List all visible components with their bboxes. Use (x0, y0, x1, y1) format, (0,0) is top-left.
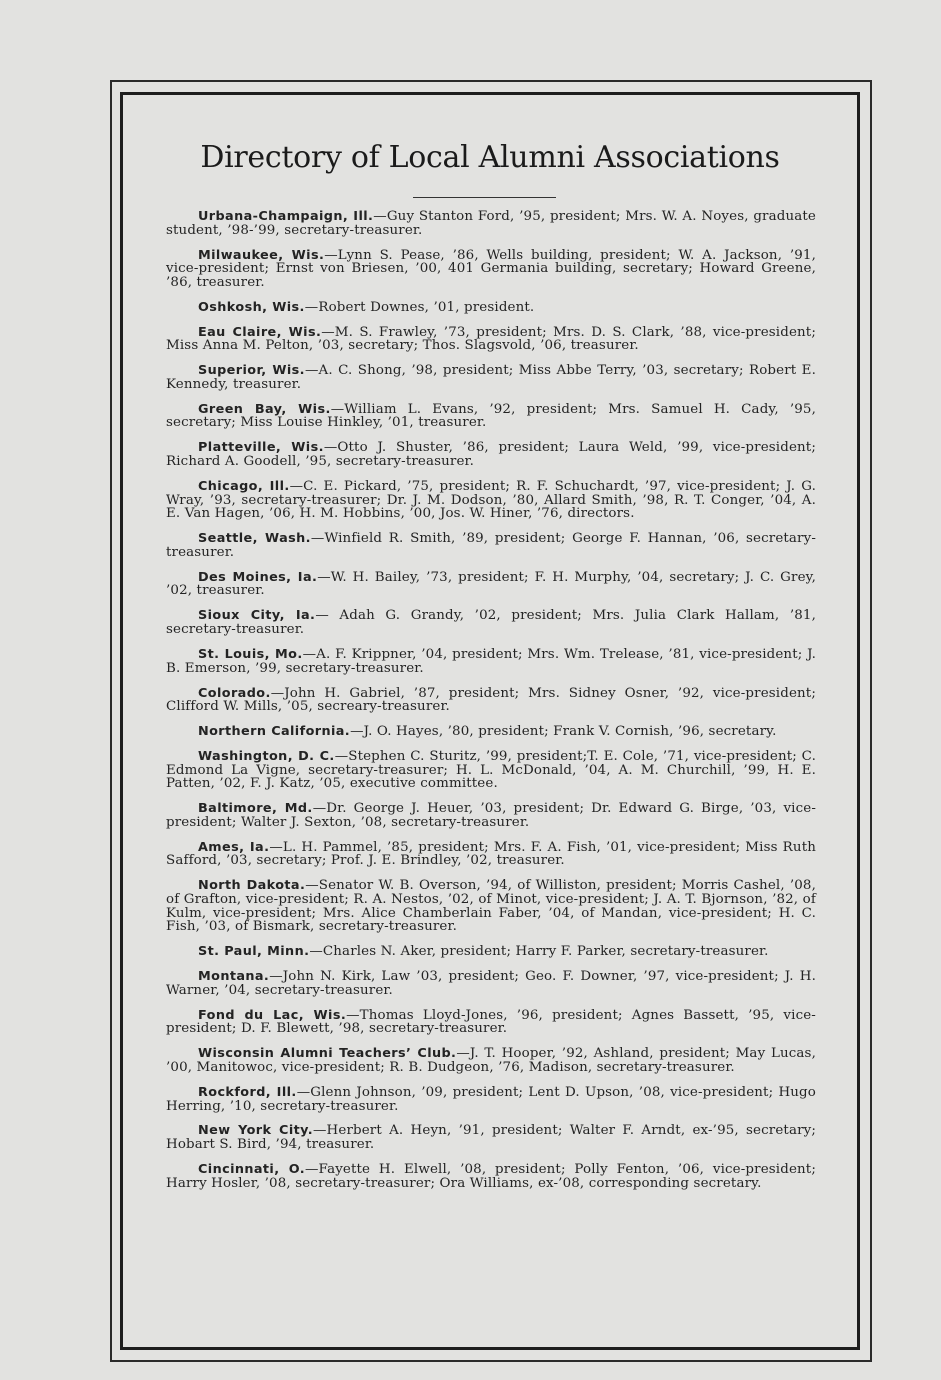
association-officers: —L. H. Pammel, ’85, president; Mrs. F. A. Fish, ’01, vice-president; Miss Ruth Safford, ’03, secretary; Prof. J. E. Brindley, ’02, treasurer. (166, 839, 816, 869)
association-location: Superior, Wis. (198, 363, 305, 379)
title-divider (413, 197, 556, 198)
association-officers: —John H. Gabriel, ’87, president; Mrs. Sidney Osner, ’92, vice-president; Clifford W. Mills, ’05, secreary-treasurer. (166, 685, 816, 715)
association-location: Green Bay, Wis. (198, 401, 331, 417)
association-location: Montana. (198, 969, 270, 985)
page-title: Directory of Local Alumni Associations (200, 140, 780, 175)
directory-list (166, 210, 816, 1202)
association-officers: —Lynn S. Pease, ’86, Wells building, president; W. A. Jackson, ’91, vice-president; Ernst von Briesen, ’00, 401 Germania building, secretary; Howard Greene, ’86, treasurer. (166, 247, 816, 290)
association-location: Urbana-Champaign, Ill. (198, 209, 374, 224)
association-officers: —Charles N. Aker, president; Harry F. Parker, secretary-treasurer. (309, 944, 769, 960)
association-officers: —Glenn Johnson, ’09, president; Lent D. Upson, ’08, vice-president; Hugo Herring, ’10, secretary-treasurer. (166, 1084, 816, 1114)
association-location: Colorado. (198, 685, 271, 701)
directory-entry (166, 1086, 816, 1113)
association-officers: —Herbert A. Heyn, ’91, president; Walter F. Arndt, ex-’95, secretary; Hobart S. Bird, ’94, treasurer. (166, 1123, 817, 1153)
association-officers: —C. E. Pickard, ’75, president; R. F. Schuchardt, ’97, vice-president; J. G. Wray, ’93, secretary-treasurer; Dr. J. M. Dodson, ’80, Allard Smith, ’98, R. T. Conger, ’04, A. E. Van Hagen, ’06, H. M. Hobbins, ’00, Jos. W. Hiner, ’76, directors. (166, 479, 816, 522)
association-officers: —Stephen C. Sturitz, ’99, president;T. E. Cole, ’71, vice-president; C. Edmond La Vigne, secretary-treasurer; H. L. McDonald, ’04, A. M. Churchill, ’99, H. E. Patten, ’02, F. J. Katz, ’05, executive committee. (166, 749, 816, 792)
association-location: Ames, Ia. (198, 839, 270, 855)
directory-entry (166, 725, 816, 739)
association-location: North Dakota. (198, 878, 306, 894)
association-location: Cincinnati, O. (198, 1162, 305, 1178)
association-officers: —Dr. George J. Heuer, ’03, president; Dr. Edward G. Birge, ’03, vice-president; Walter J. Sexton, ’08, secretary-treasurer. (166, 801, 816, 830)
directory-entry (166, 687, 816, 714)
directory-entry (166, 945, 816, 959)
directory-entry (166, 301, 816, 315)
directory-entry (166, 970, 816, 997)
directory-entry (166, 648, 816, 675)
directory-entry (166, 1163, 816, 1190)
association-officers: —Robert Downes, ’01, president. (304, 299, 535, 315)
directory-entry (166, 1124, 816, 1151)
association-location: St. Paul, Minn. (198, 944, 310, 960)
directory-entry (166, 1047, 816, 1074)
association-officers: —William L. Evans, ’92, president; Mrs. Samuel H. Cady, ’95, secretary; Miss Louise Hinkley, ’01, treasurer. (166, 401, 816, 431)
association-officers: —A. C. Shong, ’98, president; Miss Abbe Terry, ’03, secretary; Robert E. Kennedy, treasurer. (166, 363, 817, 392)
association-location: Wisconsin Alumni Teachers’ Club. (198, 1046, 457, 1062)
association-location: Sioux City, Ia. (198, 608, 316, 624)
association-officers: —A. F. Krippner, ’04, president; Mrs. Wm. Trelease, ’81, vice-president; J. B. Emerson, ’99, secretary-treasurer. (166, 646, 816, 676)
directory-entry (166, 403, 816, 430)
association-location: Des Moines, Ia. (198, 569, 318, 585)
directory-entry (166, 841, 816, 868)
association-location: Oshkosh, Wis. (198, 299, 305, 315)
directory-entry (166, 750, 816, 791)
directory-entry (166, 532, 816, 559)
association-location: Chicago, Ill. (198, 479, 290, 495)
association-location: New York City. (198, 1123, 313, 1139)
association-officers: —Senator W. B. Overson, ’94, of Williston, president; Morris Cashel, ’08, of Grafton, vice-president; R. A. Nestos, ’02, of Minot, vice-president; J. A. T. Bjornson, ’82, of Kulm, vice-president; Mrs. Alice Chamberlain Faber, ’04, of Mandan, vice-president; H. C. Fish, ’03, of Bismark, secretary-treasurer. (166, 878, 816, 935)
association-location: Seattle, Wash. (198, 531, 311, 547)
association-location: Milwaukee, Wis. (198, 247, 325, 263)
association-location: Northern California. (198, 724, 351, 740)
association-officers: —Guy Stanton Ford, ’95, president; Mrs. W. A. Noyes, graduate student, ’98-’99, secretary-treasurer. (166, 209, 816, 238)
association-officers: —Fayette H. Elwell, ’08, president; Polly Fenton, ’06, vice-president; Harry Hosler, ’08, secretary-treasurer; Ora Williams, ex-’08, corresponding secretary. (166, 1162, 816, 1191)
association-location: Platteville, Wis. (198, 440, 324, 456)
association-officers: —Thomas Lloyd-Jones, ’96, president; Agnes Bassett, ’95, vice-president; D. F. Blewett, ’98, secretary-treasurer. (166, 1007, 816, 1037)
association-officers: —John N. Kirk, Law ’03, president; Geo. F. Downer, ’97, vice-president; J. H. Warner, ’04, secretary-treasurer. (166, 969, 816, 998)
association-location: Washington, D. C. (198, 749, 335, 765)
association-officers: —Winfield R. Smith, ’89, president; George F. Hannan, ’06, secretary-treasurer. (166, 531, 816, 560)
directory-entry (166, 1009, 816, 1036)
association-location: Eau Claire, Wis. (198, 324, 322, 340)
directory-entry (166, 571, 816, 598)
directory-entry (166, 879, 816, 933)
association-officers: —J. T. Hooper, ’92, Ashland, president; May Lucas, ’00, Manitowoc, vice-president; R. B. Dudgeon, ’76, Madison, secretary-treasurer. (166, 1046, 816, 1075)
directory-entry (166, 802, 816, 829)
association-location: Rockford, Ill. (198, 1084, 297, 1100)
directory-entry (166, 441, 816, 468)
association-officers: —M. S. Frawley, ’73, president; Mrs. D. S. Clark, ’88, vice-president; Miss Anna M. Pelton, ’03, secretary; Thos. Slagsvold, ’06, treasurer. (166, 324, 816, 354)
directory-entry (166, 249, 816, 290)
association-officers: — Adah G. Grandy, ’02, president; Mrs. Julia Clark Hallam, ’81, secretary-treasurer. (166, 608, 816, 637)
association-officers: —J. O. Hayes, ’80, president; Frank V. Cornish, ’96, secretary. (350, 724, 777, 740)
directory-entry (166, 480, 816, 521)
association-officers: —W. H. Bailey, ’73, president; F. H. Murphy, ’04, secretary; J. C. Grey, ’02, treasurer. (166, 569, 816, 599)
association-location: St. Louis, Mo. (198, 646, 303, 662)
directory-entry (166, 210, 816, 237)
directory-entry (166, 609, 816, 636)
association-location: Baltimore, Md. (198, 801, 313, 817)
directory-entry (166, 364, 816, 391)
directory-entry (166, 326, 816, 353)
association-officers: —Otto J. Shuster, ’86, president; Laura Weld, ’99, vice-president; Richard A. Goodell, ’95, secretary-treasurer. (166, 440, 816, 470)
association-location: Fond du Lac, Wis. (198, 1007, 347, 1023)
